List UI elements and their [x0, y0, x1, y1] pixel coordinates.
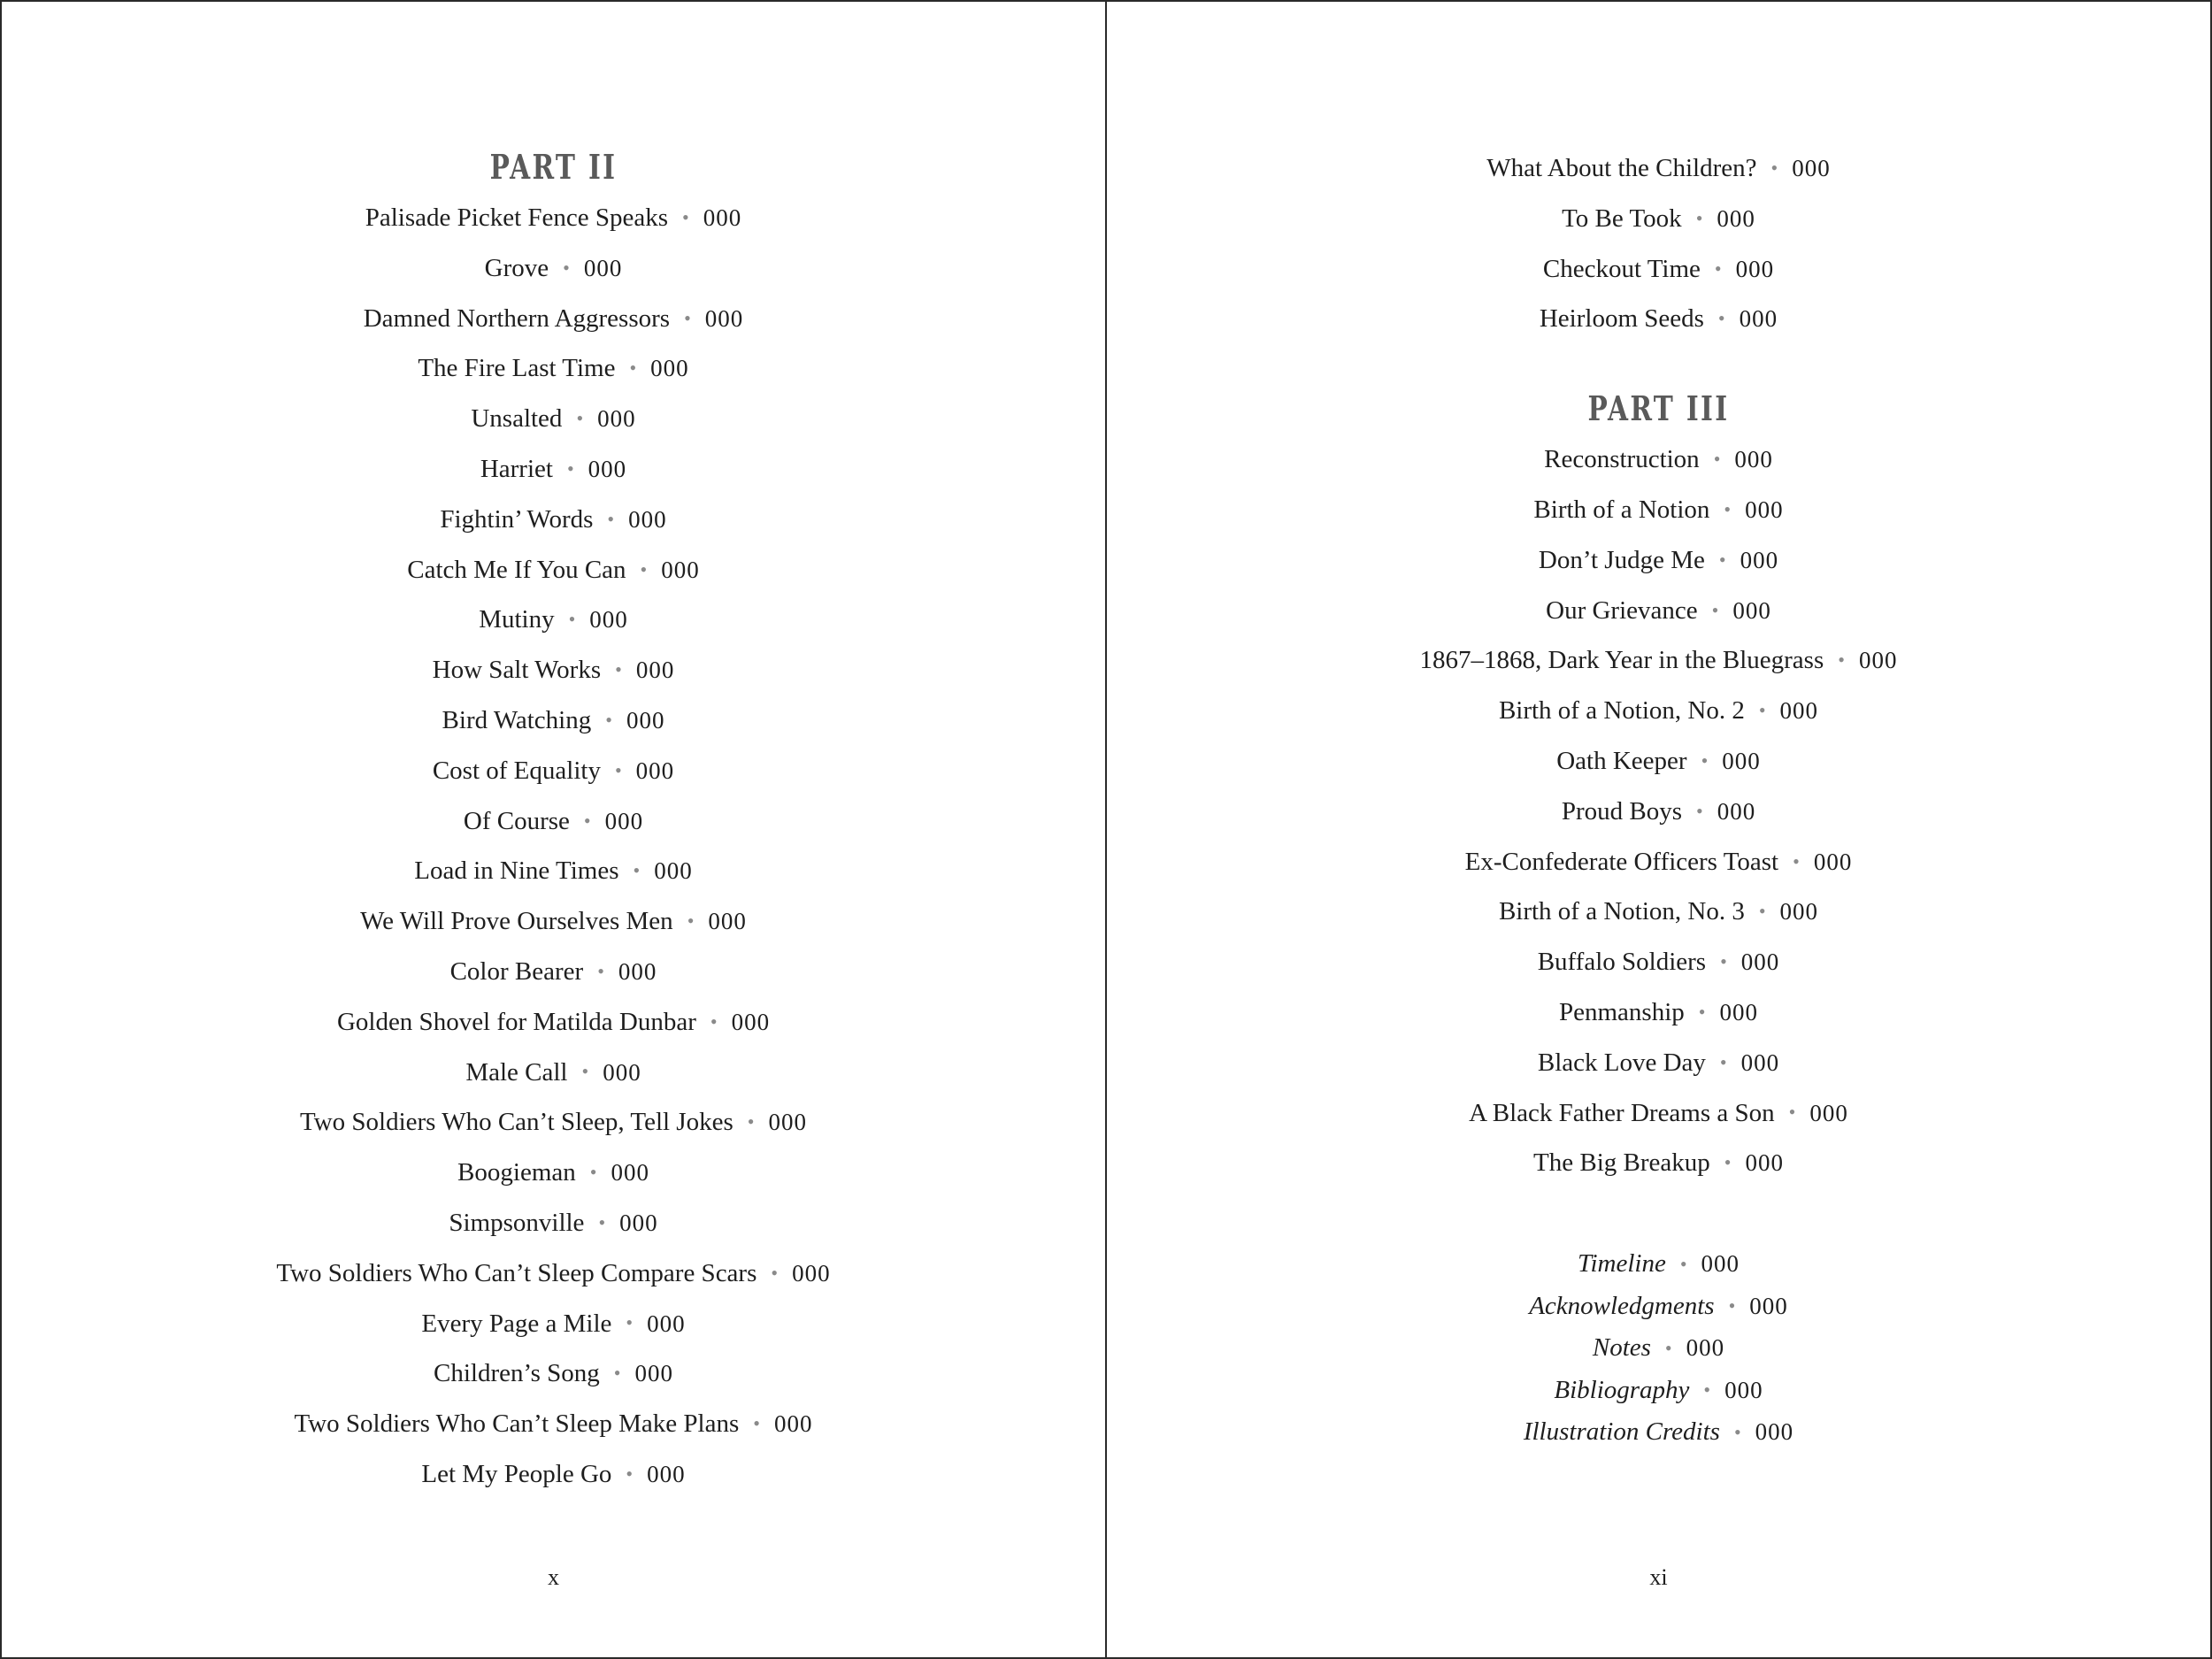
entry-title: Damned Northern Aggressors: [363, 303, 671, 333]
toc-entry: [2, 495, 1105, 545]
entry-page-number: 000: [1779, 697, 1819, 725]
bullet-separator: •: [613, 1362, 621, 1385]
page-number: x: [548, 1564, 559, 1590]
entry-title: Catch Me If You Can: [407, 555, 626, 584]
bullet-separator: •: [753, 1412, 760, 1435]
entry-page-number: 000: [1749, 1292, 1788, 1319]
toc-entry: [1107, 535, 2210, 586]
bullet-separator: •: [747, 1110, 755, 1133]
bullet-separator: •: [605, 708, 612, 731]
toc-entry: [2, 947, 1105, 997]
entry-page-number: 000: [1717, 204, 1755, 232]
toc-entry: [1107, 485, 2210, 535]
entry-page-number: 000: [1739, 305, 1778, 333]
bullet-separator: •: [1701, 749, 1709, 772]
bullet-separator: •: [1679, 1252, 1687, 1275]
toc-entry: [1107, 787, 2210, 837]
entry-title: Illustration Credits: [1523, 1417, 1720, 1447]
entry-page-number: 000: [1745, 1149, 1784, 1177]
bullet-separator: •: [1770, 156, 1778, 179]
toc-entry: [2, 1048, 1105, 1098]
bullet-separator: •: [1724, 497, 1732, 520]
toc-entry: [1107, 837, 2210, 887]
toc-entry: [1107, 143, 2210, 194]
entry-page-number: 000: [704, 304, 744, 332]
part-heading: PART III: [1587, 388, 1730, 429]
entry-title: Of Course: [463, 806, 570, 835]
bullet-separator: •: [568, 608, 576, 631]
entry-page-number: 000: [1809, 1099, 1848, 1126]
entry-title: Cost of Equality: [432, 756, 601, 785]
entry-page-number: 000: [731, 1008, 771, 1035]
entry-title: Load in Nine Times: [414, 856, 619, 886]
toc-entry: [1107, 1138, 2210, 1188]
entry-page-number: 000: [1740, 949, 1780, 976]
bullet-separator: •: [1713, 448, 1721, 471]
entry-title: Male Call: [465, 1057, 568, 1087]
toc-entry: [2, 1248, 1105, 1299]
bullet-separator: •: [1698, 1000, 1706, 1023]
toc-entry: [1107, 1243, 2210, 1286]
entry-title: Palisade Picket Fence Speaks: [365, 204, 669, 232]
entry-title: Unsalted: [471, 404, 563, 434]
entry-title: Fightin’ Words: [440, 504, 594, 534]
bullet-separator: •: [710, 1010, 718, 1033]
entry-title: Bird Watching: [442, 705, 592, 734]
entry-page-number: 000: [1701, 1250, 1740, 1278]
entry-page-number: 000: [1686, 1334, 1725, 1362]
bullet-separator: •: [615, 658, 622, 681]
entry-title: Heirloom Seeds: [1539, 304, 1704, 334]
toc-entry: [1107, 987, 2210, 1038]
toc-entry: [1107, 586, 2210, 636]
entry-title: Birth of a Notion, No. 3: [1498, 897, 1745, 926]
right-toc-column: [1107, 143, 2210, 1454]
toc-entry: [1107, 887, 2210, 937]
toc-entry: [2, 896, 1105, 947]
part-heading: PART II: [489, 147, 618, 187]
entry-page-number: 000: [611, 1159, 649, 1187]
entry-title: Golden Shovel for Matilda Dunbar: [336, 1007, 696, 1036]
entry-title: Every Page a Mile: [421, 1309, 612, 1338]
entry-page-number: 000: [588, 455, 627, 482]
toc-entry: [1107, 1327, 2210, 1370]
entry-title: The Big Breakup: [1533, 1148, 1710, 1178]
bullet-separator: •: [576, 407, 584, 430]
entry-title: Color Bearer: [449, 956, 584, 986]
toc-entry: [1107, 736, 2210, 787]
bullet-separator: •: [583, 809, 591, 832]
toc-entry: [2, 294, 1105, 344]
backmatter-list: [1107, 1243, 2210, 1454]
bullet-separator: •: [1720, 950, 1727, 973]
entry-title: Buffalo Soldiers: [1537, 948, 1707, 977]
entry-title: We Will Prove Ourselves Men: [360, 907, 673, 936]
bullet-separator: •: [1733, 1420, 1741, 1443]
bullet-separator: •: [563, 256, 570, 279]
entry-page-number: 000: [603, 1058, 641, 1086]
entry-title: Boogieman: [457, 1158, 576, 1187]
entry-title: A Black Father Dreams a Son: [1469, 1098, 1775, 1127]
entry-title: Timeline: [1577, 1249, 1666, 1279]
entry-page-number: 000: [647, 1310, 686, 1337]
toc-entry: [2, 1148, 1105, 1198]
entry-page-number: 000: [768, 1109, 807, 1136]
toc-entry: [1107, 686, 2210, 736]
entry-title: To Be Took: [1562, 204, 1682, 233]
bullet-separator: •: [581, 1060, 589, 1083]
bullet-separator: •: [1838, 649, 1845, 672]
entry-title: Harriet: [480, 454, 553, 483]
toc-entry: [2, 746, 1105, 796]
entry-title: What About the Children?: [1486, 154, 1757, 182]
toc-entry: [2, 1198, 1105, 1248]
toc-entry: [2, 394, 1105, 444]
entry-page-number: 000: [597, 405, 636, 433]
entry-page-number: 000: [654, 857, 693, 885]
entry-title: Oath Keeper: [1556, 746, 1687, 775]
entry-page-number: 000: [619, 1209, 658, 1236]
bullet-separator: •: [1728, 1294, 1736, 1317]
entry-title: Birth of a Notion: [1533, 495, 1710, 524]
entry-title: Checkout Time: [1542, 254, 1701, 283]
bullet-separator: •: [1724, 1151, 1732, 1174]
entry-page-number: 000: [604, 807, 644, 834]
toc-entry: [2, 1348, 1105, 1399]
bullet-separator: •: [1711, 598, 1719, 621]
entry-title: Acknowledgments: [1529, 1291, 1715, 1320]
bullet-separator: •: [684, 306, 691, 329]
entry-page-number: 000: [1732, 596, 1771, 624]
bullet-separator: •: [1758, 900, 1766, 923]
bullet-separator: •: [566, 457, 574, 480]
entry-title: The Fire Last Time: [418, 354, 616, 383]
toc-entry: [1107, 635, 2210, 686]
entry-page-number: 000: [1740, 1048, 1780, 1076]
entry-title: How Salt Works: [432, 656, 602, 685]
section-gap: [1107, 344, 2210, 383]
toc-entry: [2, 645, 1105, 695]
bullet-separator: •: [1788, 1101, 1796, 1124]
entry-page-number: 000: [703, 204, 742, 231]
toc-entry: [2, 997, 1105, 1048]
entry-page-number: 000: [1722, 747, 1761, 774]
right-page: [1107, 2, 2210, 1657]
toc-entry: [1107, 294, 2210, 344]
toc-entry: [1107, 1088, 2210, 1139]
entry-title: Two Soldiers Who Can’t Sleep Make Plans: [294, 1409, 740, 1439]
entry-page-number: 000: [1719, 998, 1758, 1025]
entry-page-number: 000: [583, 254, 623, 281]
left-page: [2, 2, 1107, 1657]
toc-entry: [1107, 434, 2210, 485]
entry-title: Proud Boys: [1561, 796, 1682, 826]
toc-list: [2, 193, 1105, 1500]
entry-page-number: 000: [792, 1259, 831, 1286]
entry-page-number: 000: [650, 355, 689, 382]
bullet-separator: •: [1703, 1379, 1711, 1402]
toc-entry: [2, 1097, 1105, 1148]
toc-entry: [2, 243, 1105, 294]
toc-entry: [2, 193, 1105, 243]
entry-title: Two Soldiers Who Can’t Sleep, Tell Jokes: [300, 1108, 733, 1137]
entry-title: Birth of a Notion, No. 2: [1498, 696, 1745, 726]
toc-entry: [1107, 1411, 2210, 1454]
entry-title: Notes: [1592, 1333, 1651, 1363]
entry-page-number: 000: [773, 1410, 813, 1438]
toc-entry: [2, 545, 1105, 595]
toc-entry: [2, 595, 1105, 645]
toc-list-continued: [1107, 143, 2210, 344]
entry-title: Reconstruction: [1544, 445, 1700, 474]
bullet-separator: •: [1719, 1050, 1727, 1073]
bullet-separator: •: [1664, 1336, 1672, 1359]
bullet-separator: •: [629, 357, 637, 380]
entry-page-number: 000: [647, 1460, 686, 1487]
entry-title: Simpsonville: [449, 1208, 585, 1237]
bullet-separator: •: [771, 1261, 779, 1284]
toc-entry: [1107, 1038, 2210, 1088]
toc-entry: [1107, 937, 2210, 987]
entry-title: Penmanship: [1559, 997, 1685, 1026]
entry-page-number: 000: [1717, 797, 1756, 825]
bullet-separator: •: [1714, 257, 1722, 280]
bullet-separator: •: [607, 507, 615, 530]
bullet-separator: •: [598, 1210, 606, 1233]
entry-title: Don’t Judge Me: [1538, 545, 1705, 574]
page-number: xi: [1649, 1564, 1668, 1590]
entry-title: Grove: [484, 253, 549, 282]
bullet-separator: •: [640, 557, 648, 580]
entry-page-number: 000: [635, 657, 675, 684]
left-toc-column: [2, 142, 1105, 1500]
bullet-separator: •: [1793, 849, 1800, 872]
entry-title: Black Love Day: [1537, 1048, 1706, 1077]
entry-page-number: 000: [1755, 1418, 1794, 1446]
entry-page-number: 000: [1740, 546, 1779, 573]
toc-entry: [2, 444, 1105, 495]
entry-page-number: 000: [1779, 898, 1819, 926]
bullet-separator: •: [614, 758, 622, 781]
toc-entry: [1107, 244, 2210, 295]
bullet-separator: •: [626, 1311, 634, 1334]
toc-list: [1107, 434, 2210, 1188]
entry-page-number: 000: [589, 606, 628, 634]
entry-title: 1867–1868, Dark Year in the Bluegrass: [1419, 646, 1824, 675]
entry-page-number: 000: [618, 957, 657, 985]
bullet-separator: •: [1758, 699, 1766, 722]
toc-entry: [1107, 1286, 2210, 1328]
bullet-separator: •: [1718, 548, 1726, 571]
toc-entry: [2, 796, 1105, 847]
bullet-separator: •: [687, 910, 695, 933]
entry-title: Let My People Go: [421, 1459, 612, 1488]
bullet-separator: •: [597, 959, 604, 982]
toc-entry: [2, 1299, 1105, 1349]
toc-entry: [2, 695, 1105, 746]
entry-title: Ex-Confederate Officers Toast: [1464, 847, 1779, 876]
bullet-separator: •: [1717, 307, 1725, 330]
entry-page-number: 000: [1858, 647, 1898, 674]
toc-entry: [2, 1449, 1105, 1500]
entry-page-number: 000: [708, 908, 747, 935]
entry-page-number: 000: [634, 1360, 673, 1387]
entry-page-number: 000: [1735, 255, 1775, 282]
entry-page-number: 000: [628, 505, 667, 533]
entry-title: Two Soldiers Who Can’t Sleep Compare Scars: [276, 1258, 757, 1287]
entry-page-number: 000: [635, 757, 675, 784]
bullet-separator: •: [682, 205, 689, 228]
bullet-separator: •: [1695, 799, 1703, 822]
entry-page-number: 000: [1792, 155, 1831, 181]
entry-page-number: 000: [1734, 446, 1773, 473]
toc-entry: [2, 343, 1105, 394]
toc-entry: [1107, 194, 2210, 244]
bullet-separator: •: [626, 1462, 634, 1485]
entry-title: Bibliography: [1554, 1375, 1690, 1404]
bullet-separator: •: [633, 859, 641, 882]
section-gap: [1107, 1188, 2210, 1243]
entry-page-number: 000: [661, 556, 700, 583]
toc-entry: [2, 846, 1105, 896]
bullet-separator: •: [1695, 206, 1703, 229]
toc-entry: [1107, 1370, 2210, 1412]
entry-page-number: 000: [1745, 495, 1784, 523]
entry-title: Our Grievance: [1546, 595, 1698, 625]
entry-page-number: 000: [626, 706, 665, 733]
entry-page-number: 000: [1813, 848, 1853, 875]
entry-title: Children’s Song: [434, 1359, 600, 1388]
entry-page-number: 000: [1724, 1376, 1763, 1403]
entry-title: Mutiny: [479, 605, 555, 634]
bullet-separator: •: [589, 1161, 597, 1184]
toc-entry: [2, 1399, 1105, 1449]
